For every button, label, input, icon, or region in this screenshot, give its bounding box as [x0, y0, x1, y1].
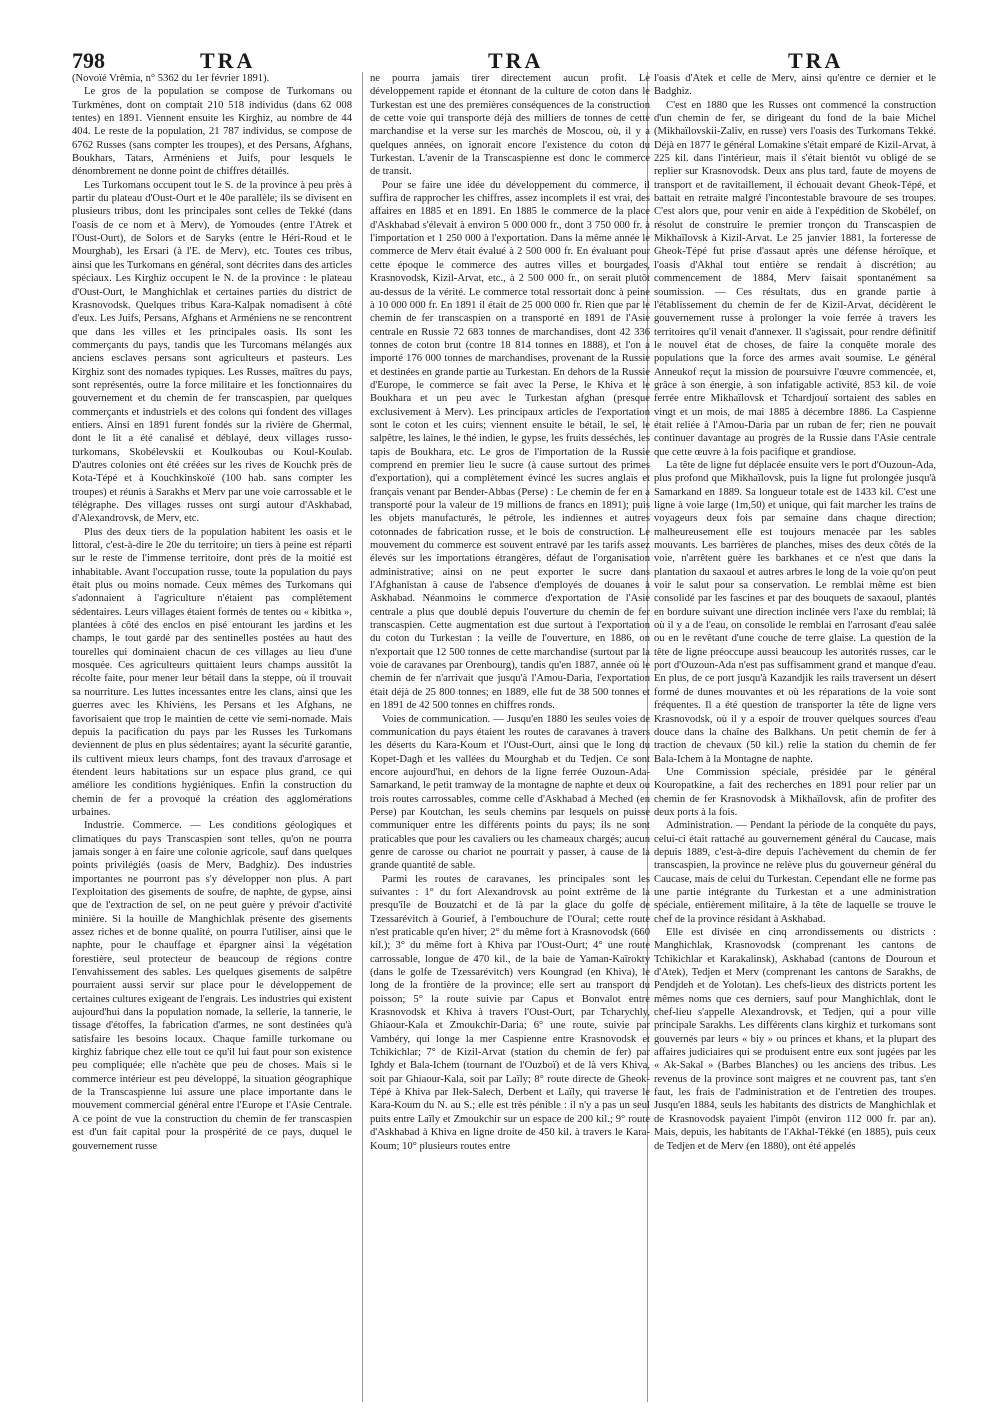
paragraph: Voies de communication. — Jusqu'en 1880 les seules voies de communication du pays étaient les routes de caravanes à travers les déserts du Kara-Koum et l'Oust-Ourt, ainsi que le long du Kopet-Dagh et les vallées du Mourghab et du Tedjen. Ce sont encore aujourd'hui, en dehors de la ligne ferrée Ouzoun-Ada-Samarkand, le petit tramway de la montagne de naphte et deux ou trois routes carrossables, comme celle d'Askhabad à Meched (en Perse) par Koutchan, les seuls chemins par lesquels on puisse communiquer entre les différents points du pays; ils ne sont praticables que pour les cavaliers ou les chameaux chargés; aucun genre de carosse ou chariot ne pourrait y passer, à cause de la grande quantité de sable. [370, 713, 650, 872]
column-left [72, 72, 352, 1412]
paragraph: Les Turkomans occupent tout le S. de la province à peu près à partir du plateau d'Oust-Ourt et le 40e parallèle; ils se divisent en plusieurs tribus, dont les principales sont celles de Tekké (dans l'oasis de ce nom et à Merv), de Yomoudes (entre l'Atrek et l'Oust-Ourt), de Solors et de Saryks (entre le Héri-Roud et le Mourghab), les Ersari (à l'E. de Merv), etc. Toutes ces tribus, ainsi que les Turkomans en général, sont décrites dans des articles spéciaux. Les Kirghiz occupent le N. de la province : le plateau d'Oust-Ourt, le Manghichlak et certaines parties du district de Krasnovodsk. Quelques tribus Kara-Kalpak nomadisent à côté d'eux. Les Juifs, Persans, Afghans et Arméniens ne se rencontrent que dans les villes et les principales oasis. Ils sont les commerçants du pays, tandis que les Turcomans mélangés aux anciens esclaves persans sont agriculteurs et pasteurs. Les Kirghiz sont des nomades typiques. Les Russes, maîtres du pays, sont représentés, outre la force militaire et les fonctionnaires du gouvernement et du chemin de fer transcaspien, par quelques commerçants et industriels et des colons qui fondent des villages entiers. Ainsi en 1891 furent fondés sur la rivière de Ghermal, dont le lit a été canalisé et déblayé, deux villages russo-turkomans, Skobélevskii et Koulkoubas ou Koul-Koulab. D'autres colonies ont été créées sur les rives de Kouchk près de Kota-Tépé et à Kouchkinskoïé (100 hab. sans compter les troupes) et réunis à Sarakhs et Merv par une voie carrossable et le télégraphe. Des villages russes ont surgi autour d'Askhabad, d'Alexandrovsk, de Merv, etc. [72, 179, 352, 525]
paragraph: Parmi les routes de caravanes, les principales sont les suivantes : 1° du fort Alexandrovsk au point extrême de la presqu'île de Bouzatchi et de là par la glace du golfe de Tzessarévitch à Gourief, à l'embouchure de l'Oural; cette route n'est praticable qu'en hiver; 2° du même fort à Krasnovodsk (660 kil.); 3° du même fort à Khiva par l'Oust-Ourt; 4° une route carrossable, longue de 470 kil., de la baie de Yaman-Kaïrokty (dans le golfe de Tzessarévitch) vers Koungrad (en Khiva), le long de la frontière de la province; elle sert au transport du poisson; 5° la route suivie par Capus et Bonvalot entre Krasnovodsk et Khiva à travers l'Oust-Ourt, par Tcharychly, Ghiaour-Kala et Zmoukchir-Daria; 6° une route, suivie par Vambéry, qui longe la mer Caspienne entre Krasnovodsk et Tchikichlar; 7° de Kizil-Arvat (station du chemin de fer) par Ighdy et Bala-Ichem (tournant de l'Ouzboï) et de là vers Khiva, soit par Ghiaour-Kala, soit par Laïly; 8° route directe de Gheok-Tépé à Khiva par Ilek-Salech, Derbent et Laïly, qui traverse le Kara-Koum du N. au S.; elle est très pénible : il n'y a pas un seul puits entre Laïly et Zmoukchir sur un espace de 200 kil.; 9° route d'Askhabad à Khiva en ligne droite de 450 kil. à travers le Kara-Koum; 10° plusieurs routes entre [370, 873, 650, 1152]
paragraph: l'oasis d'Atek et celle de Merv, ainsi qu'entre ce dernier et le Badghiz. [654, 73, 936, 98]
paragraph: La tête de ligne fut déplacée ensuite vers le port d'Ouzoun-Ada, plus profond que Mikhaïlovsk, puis la ligne fut prolongée jusqu'à Samarkand en 1889. Sa longueur totale est de 1433 kil. C'est une ligne à voie large (1m,50) et unique, qui fait marcher les trains de voyageurs deux fois par semaine dans chaque direction; malheureusement elle est toujours menacée par les sables mouvants. Les barrières de planches, mises des deux côtés de la voie, n'arrêtent guère les barkhanes et ce n'est que dans la plantation du saxaoul et autres arbres le long de la voie qu'on peut voir le salut pour sa conservation. Le remblai même est bien consolidé par les fascines et par des bouquets de saxaoul, plantés en bordure suivant une direction inclinée vers l'axe du remblai; là où il y a de l'eau, on consolide le remblai en l'arrosant d'eau salée ou en le revêtant d'une couche de terre glaise. La question de la tête de ligne préoccupe aussi beaucoup les autorités russes, car le port d'Ouzoun-Ada n'est pas suffisamment grand et manque d'eau. En plus, de ce port jusqu'à Kazandjik les rails traversent un désert formé de dunes mouvantes et où les réparations de la voie sont fréquentes. Il a été question de transporter la tête de ligne vers Krasnovodsk, où il y a espoir de trouver quelques sources d'eau douce dans la chaîne des Balkhans. Un petit chemin de fer à traction de chevaux (50 kil.) relie la station du chemin de fer Bala-Ichem à la Montagne de naphte. [654, 459, 936, 765]
head-word-left: TRA [200, 48, 256, 73]
paragraph: Pour se faire une idée du développement du commerce, il suffira de rapprocher les chiffres, assez incomplets il est vrai, des affaires en 1885 et en 1891. En 1885 le commerce de la place d'Askhabad s'élevait à environ 5 000 000 fr., dont 3 750 000 fr. à l'importation et 1 250 000 à l'exportation. Dans la même année le commerce de Merv était évalué à 2 500 000 fr. En évaluant pour cette époque le commerce des autres villes et bourgades, Krasnovodsk, Kizil-Arvat, etc., à 2 500 000 fr., on serait plutôt au-dessus de la vérité. Le commerce total ressortait donc à peine à 10 000 000 fr. En 1891 il était de 25 000 000 fr. Rien que par le chemin de fer transcaspien on a transporté en 1891 de l'Asie centrale en Russie 72 683 tonnes de marchandises, dont 42 336 tonnes de coton brut (contre 18 814 tonnes en 1888), et l'on a importé 176 000 tonnes de marchandises, provenant de la Russie et destinées en grande partie au Turkestan. En dehors de la Russie d'Europe, le commerce se fait avec la Perse, le Khiva et le Boukhara et un peu avec le Turkestan afghan (presque exclusivement à Merv). Les principaux articles de l'exportation sont le coton et les cuirs; viennent ensuite le bétail, le sel, le salpêtre, les laines, le thé indien, le gypse, les fruits desséchés, les tapis de Boukhara, etc. Le gros de l'importation de la Russie comprend en premier lieu le sucre (à cause surtout des primes d'exportation), qui a complètement évincé les sucres anglais et français venant par Bender-Abbas (Perse) : Le chemin de fer en a transporté pour la valeur de 19 millions de francs en 1891); puis les objets manufacturés, le pétrole, les indiennes et autres cotonnades de fabrication russe, et le bois de construction. Le mouvement du commerce est souvent entravé par les tarifs assez élevés sur les importations étrangères, défaut de l'organisation administrative; ainsi on ne peut exporter le sucre dans l'Afghanistan à cause de l'absence d'employés de douanes à Askhabad. Néanmoins le commerce d'exportation de l'Asie centrale a plus que doublé depuis l'ouverture du chemin de fer transcaspien. Cette augmentation est due surtout à l'exportation du coton du Turkestan : la veille de l'ouverture, en 1886, on n'exportait que 12 500 tonnes de cette marchandise (surtout par la voie de caravanes par Orenbourg), tandis qu'en 1887, année où le chemin de fer n'arrivait que jusqu'à l'Amou-Daria, l'exportation était déjà de 25 800 tonnes; en 1889, elle fut de 38 500 tonnes et en 1891 de 42 500 tonnes en chiffres ronds. [370, 179, 650, 712]
paragraph: ne pourra jamais tirer directement aucun profit. Le développement rapide et étonnant de la culture de coton dans le Turkestan est une des premières conséquences de la construction de cette voie qui transporte déjà des milliers de tonnes de cette marchandise et la verse sur les marchés de Moscou, où, il y a quelques années, on ignorait encore l'existence du coton du Turkestan. L'avenir de la Transcaspienne est donc le commerce de transit. [370, 73, 650, 178]
paragraph: Le gros de la population se compose de Turkomans ou Turkmènes, dont on comptait 210 518 individus (dans 62 008 tentes) en 1891. Viennent ensuite les Kirghiz, au nombre de 44 404. Le reste de la population, 21 787 individus, se compose de 6762 Russes (sans compter les troupes), et des Persans, Afghans, Boukhars, Tatars, Arméniens et Juifs, pour lesquels le dénombrement ne donne point de chiffres détaillés. [72, 86, 352, 178]
paragraph: C'est en 1880 que les Russes ont commencé la construction d'un chemin de fer, se dirigeant du fond de la baie Michel (Mikhaïlovskii-Zaliv, en russe) vers l'oasis des Turkomans Tekké. Déjà en 1877 le général Lomakine s'était emparé de Kizil-Arvat, à 225 kil. dans l'intérieur, mais il s'était bientôt vu obligé de se replier sur Krasnovodsk. Deux ans plus tard, faute de moyens de transport et de ravitaillement, il échouait devant Gheok-Tépé, et battait en retraite malgré l'incontestable bravoure de ses troupes. C'est alors que, pour venir en aide à l'expédition de Skobélef, on résolut de construire le premier tronçon du Transcaspien de Mikhaïlovsk à Kizil-Arvat. Le 25 janvier 1881, la forteresse de Gheok-Tépé fut prise d'assaut après une défense héroïque, et l'oasis d'Akhal tout entière se rendait à discrétion; au commencement de 1884, Merv faisait spontanément sa soumission. — Ces résultats, dus en grande partie à l'établissement du chemin de fer de Kizil-Arvat, décidèrent le gouvernement russe à prolonger la voie ferrée à travers les territoires qu'il venait d'annexer. Il s'agissait, pour rendre définitif le nouvel état de choses, de faire la conquête morale des populations que la force des armes avait soumise. Le général Anneukof reçut la mission de poursuivre l'œuvre commencée, et, grâce à son énergie, à son infatigable activité, 853 kil. de voie ferrée entre Mikhaïlovsk et Tchardjouï sortaient des sables en vingt et un mois, de mai 1885 à décembre 1886. La Caspienne était reliée à l'Amou-Daria par un ruban de fer; rien ne pouvait continuer davantage au progrès de la Russie dans l'Asie centrale que cette œuvre à la fois pacifique et grandiose. [654, 99, 936, 458]
paragraph: Elle est divisée en cinq arrondissements ou districts : Manghichlak, Krasnovodsk (comprenant les cantons de Tchikichlar et Karakalinsk), Askhabad (cantons de Douroun et d'Atek), Tedjen et Merv (comprenant les cantons de Sarakhs, de Pendjdeh et de Yolotan). Les chefs-lieux des districts portent les mêmes noms que ces derniers, sauf pour Manghichlak, dont le chef-lieu s'appelle Alexandrovsk, et Tedjen, qui a pour ville principale Sarakhs. Les différents clans kirghiz et turkomans sont gouvernés par leurs « biy » ou princes et khans, et la plupart des affaires judiciaires qui se produisent entre eux sont jugées par les « Ak-Sakal » (Barbes Blanches) ou les anciens des tribus. Les revenus de la province sont maigres et ne couvrent pas, tant s'en faut, les frais de l'administration et de l'entretien des troupes. Jusqu'en 1884, seuls les habitants des districts de Manghichlak et de Krasnovodsk payaient l'impôt (environ 112 000 fr. par an). Mais, depuis, les habitants de l'Akhal-Tékké (en 1885), puis ceux de Tedjen et de Merv (en 1880), ont été appelés [654, 927, 936, 1152]
head-word-center: TRA [488, 48, 544, 73]
paragraph: Industrie. Commerce. — Les conditions géologiques et climatiques du pays Transcaspien sont telles, qu'on ne pourra jamais songer à en faire une colonie agricole, sauf dans quelques points privilégiés (oasis de Merv, Badghiz). Des industries importantes ne pourront pas s'y développer non plus. A part l'exploitation des gisements de soufre, de naphte, de gypse, ainsi que de l'extraction de sel, on ne peut guère y prévoir d'activité minière. Si la houille de Manghichlak présente des gisements assez riches et de bonne qualité, on pourra l'utiliser, ainsi que le naphte, pour le chauffage et épargner ainsi la végétation forestière, seul protecteur de beaucoup de régions contre l'envahissement des sables. Les quelques gisements de salpêtre pourraient aussi servir sur place pour le développement de certaines cultures exigeant de l'engrais. Les industries qui existent aujourd'hui dans la population nomade, la sellerie, la tannerie, le tissage d'étoffes, la fabrication d'armes, ne sont destinées qu'à satisfaire les besoins locaux. Chaque famille turkomane ou kirghiz fabrique chez elle tout ce qu'il lui faut pour son existence peu compliquée; elle n'achète que peu de choses. Mais si le commerce intérieur est peu développé, la situation géographique de la Transcaspienne lui assure une place importante dans le mouvement commercial général entre l'Europe et l'Asie Centrale. A ce point de vue la construction du chemin de fer transcaspien est d'un fait capital pour la prospérité de ce pays, duquel le gouvernement russe [72, 820, 352, 1152]
column-middle [370, 72, 650, 1412]
paragraph: Plus des deux tiers de la population habitent les oasis et le littoral, c'est-à-dire le 20e du territoire; un tiers à peine est réparti sur le reste de l'immense territoire, dont près de la moitié est inhabitable. Avant l'occupation russe, toute la population du pays était plus ou moins nomade. Ceux mêmes des Turkomans qui s'adonnaient à l'agriculture n'étaient pas complètement sédentaires. Leurs villages étaient formés de tentes ou « kibitka », plantées à côté des enclos en pisé entourant les jardins et les champs, le tout gardé par des sentinelles postées au haut des tourelles qui dominaient chacun de ces villages au lieu d'une mosquée. Ces agriculteurs quittaient leurs champs aussitôt la récolte faite, pour mener leur bétail dans la steppe, où il trouvait sa nourriture. Les luttes incessantes entre les clans, ainsi que les guerres avec les Khiviens, les Persans et les Afghans, ne favorisaient que trop le maintien de cette vie semi-nomade. Mais depuis la pacification du pays par les Russes les Turkomans deviennent de plus en plus sédentaires; ayant la sécurité garantie, ils cultivent mieux leurs champs, font des travaux d'arrosage et étendent leurs habitations sur un espace plus grand, ce qui améliore les conditions hygiéniques. Enfin la construction du chemin de fer a provoqué la création des agglomérations urbaines. [72, 526, 352, 818]
paragraph: Administration. — Pendant la période de la conquête du pays, celui-ci était rattaché au gouvernement général du Caucase, mais depuis 1889, c'est-à-dire depuis l'achèvement du chemin de fer transcaspien, la province ne relève plus du gouverneur général du Caucase, mais de celui du Turkestan. Cependant elle ne forme pas une partie intégrante du Turkestan et a une administration spéciale, entièrement militaire, à la tête de laquelle se trouve le chef de la province résidant à Askhabad. [654, 820, 936, 925]
head-word-right: TRA [788, 48, 844, 73]
paragraph: (Novoïé Vrêmia, n° 5362 du 1er février 1891). [72, 73, 270, 84]
article-body [72, 72, 936, 1412]
column-right [654, 72, 936, 1412]
page-number: 798 [72, 48, 105, 73]
paragraph: Une Commission spéciale, présidée par le général Kouropatkine, a fait des recherches en 1891 pour relier par un chemin de fer Krasnovodsk à Mikhaïlovsk, afin de profiter des deux ports à la fois. [654, 766, 936, 818]
